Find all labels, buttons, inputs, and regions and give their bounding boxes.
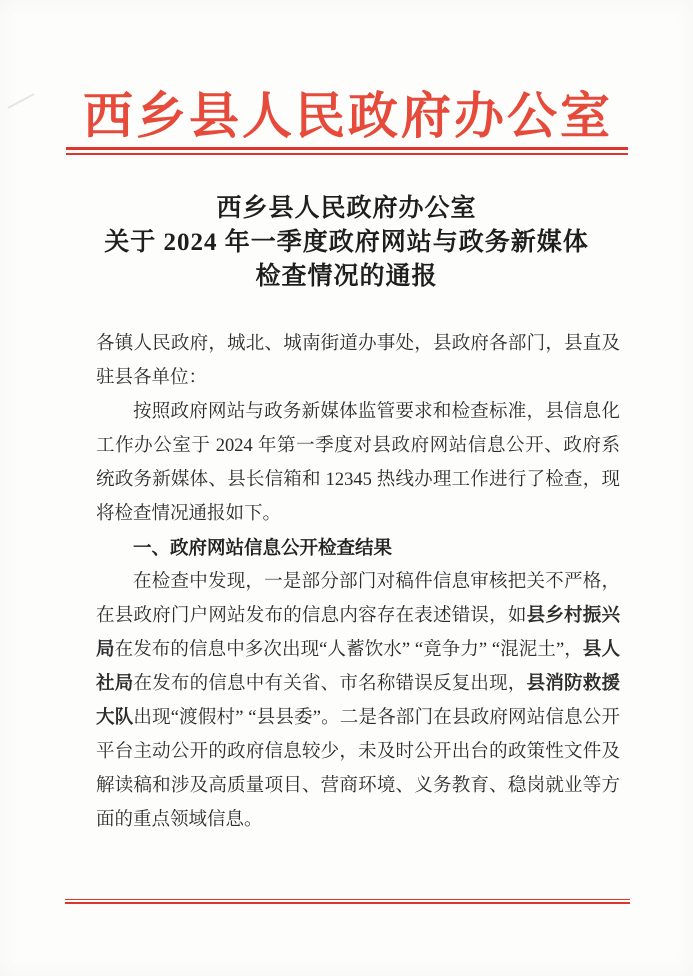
title-line-3: 检查情况的通报 [255, 263, 438, 290]
footer-red-rule [65, 899, 630, 904]
body-text-segment: 在检查中发现，一是部分部门对稿件信息审核把关不严格，在县政府门户网站发布的信息内容存在表述错误，如 [96, 572, 620, 626]
intro-paragraph: 按照政府网站与政务新媒体监管要求和检查标准，县信息化工作办公室于 2024 年第一季度对县政府网站信息公开、政府系统政务新媒体、县长信箱和 12345 热线办理工作进行了检查，现将检查情况通报如下。 [96, 402, 620, 524]
salutation: 各镇人民政府，城北、城南街道办事处，县政府各部门，县直及驻县各单位： [96, 334, 620, 388]
emphasized-org-name: 县人社局 [96, 640, 620, 694]
document-body [96, 327, 620, 837]
emphasized-org-name: 县乡村振兴局 [96, 606, 620, 660]
body-text-segment: 在发布的信息中有关省、市名称错误反复出现， [133, 674, 527, 694]
section1-heading: 一、政府网站信息公开检查结果 [133, 537, 393, 558]
masthead-org-name: 西乡县人民政府办公室 [83, 88, 613, 144]
masthead-red-rule [66, 147, 628, 155]
section1-paragraph [96, 565, 620, 837]
title-line-2: 关于 2024 年一季度政府网站与政务新媒体 [104, 229, 589, 256]
document-title [0, 192, 693, 294]
body-text-segment: 出现“渡假村” “县县委”。二是各部门在县政府网站信息公开平台主动公开的政府信息较少，未及时公开出台的政策性文件及解读稿和涉及高质量项目、营商环境、义务教育、稳岗就业等方面的重点领域信息。 [96, 708, 620, 830]
emphasized-org-name: 县消防救援大队 [96, 674, 620, 728]
title-line-1: 西乡县人民政府办公室 [216, 195, 477, 222]
body-text-segment: 在发布的信息中多次出现“人蓄饮水” “竟争力” “混泥土”， [114, 640, 583, 660]
